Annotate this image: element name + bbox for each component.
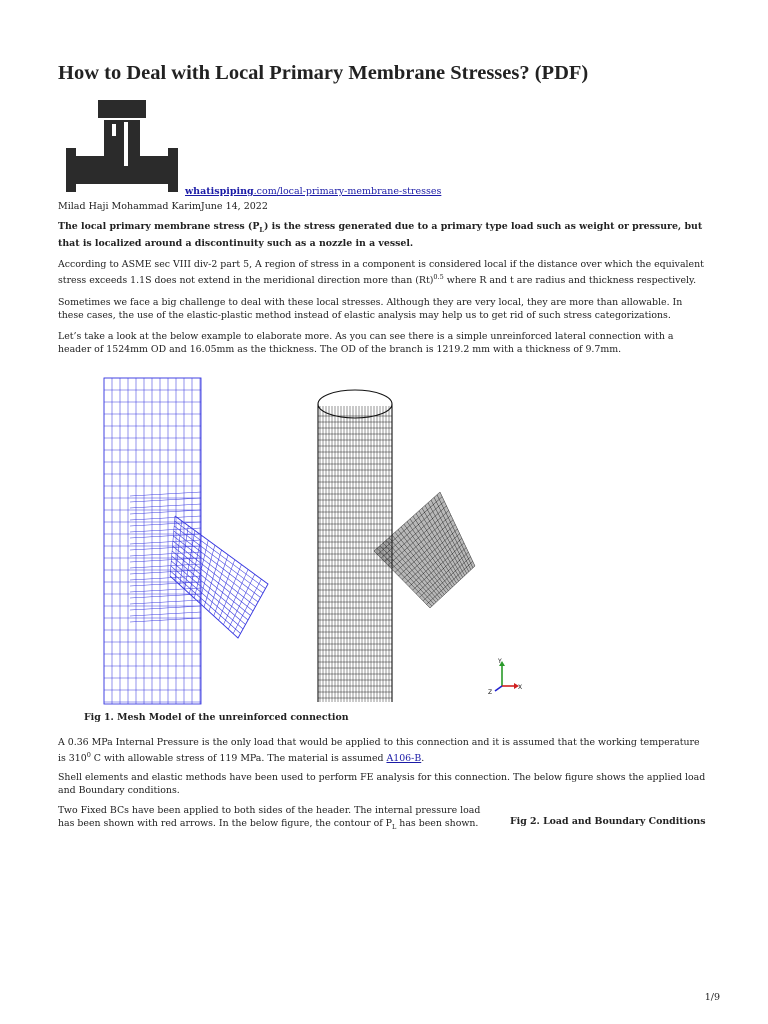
a106b-link[interactable]: A106-B: [386, 753, 422, 765]
source-domain-tail[interactable]: .com: [253, 186, 277, 197]
pressure-paragraph: A 0.36 MPa Internal Pressure is the only load that would be applied to this connection and it is assumed that the working temperature is $310^0$ C with allowable stress of 119 MPa. The material is assumed A106-B.: [58, 737, 700, 765]
source-link[interactable]: [185, 186, 441, 197]
shell-paragraph: Shell elements and elastic methods have been used to perform FE analysis for this connection. The below figure shows the applied load and Boundary conditions.: [58, 772, 706, 796]
mesh-3d-figure: [312, 376, 487, 706]
pipe-valve-logo-icon: [64, 100, 180, 192]
source-site[interactable]: whatispiping: [185, 186, 254, 197]
challenge-paragraph: Sometimes we face a big challenge to deal with these local stresses. Although they are very local, they are more than allowable. In these cases, the use of the elastic-plastic method instead of elastic analysis may help us to get rid of such stress categorizations.: [58, 297, 683, 321]
fig1-caption: Fig 1. Mesh Model of the unreinforced connection: [84, 712, 349, 723]
axis-triad-icon: [486, 656, 526, 696]
source-path[interactable]: /local-primary-membrane-stresses: [276, 186, 442, 197]
fig2-caption: Fig 2. Load and Boundary Conditions: [510, 816, 706, 827]
axis-x-label: X: [518, 684, 523, 691]
byline: Milad Haji Mohammad KarimJune 14, 2022: [58, 201, 268, 212]
asme-paragraph: According to ASME sec VIII div-2 part 5, A region of stress in a component is considered local if the distance over which the equivalent stress exceeds 1.1S does not extend in the meridional direction more than $(Rt)^{0.5}$ where R and t are radius and thickness respectively.: [58, 259, 704, 287]
axis-y-label: Y: [498, 658, 502, 665]
page-number: 1/9: [704, 992, 720, 1003]
example-paragraph: Let’s take a look at the below example to elaborate more. As you can see there is a simple unreinforced lateral connection with a header of 1524mm OD and 16.05mm as the thickness. The OD of the branch is 1219.2 mm with a thickness of 9.7mm.: [58, 331, 674, 355]
bc-paragraph: Two Fixed BCs have been applied to both sides of the header. The internal pressure load has been shown with red arrows. In the below figure, the contour of $P_L$ has been shown.: [58, 805, 481, 831]
intro-paragraph: The local primary membrane stress $(P_L)$ is the stress generated due to a primary type load such as weight or pressure, but that is localized around a discontinuity such as a nozzle in a vessel.: [58, 221, 703, 249]
page-title: How to Deal with Local Primary Membrane Stresses? (PDF): [58, 62, 589, 84]
mesh-2d-figure: [100, 376, 275, 706]
axis-z-label: Z: [488, 689, 493, 696]
